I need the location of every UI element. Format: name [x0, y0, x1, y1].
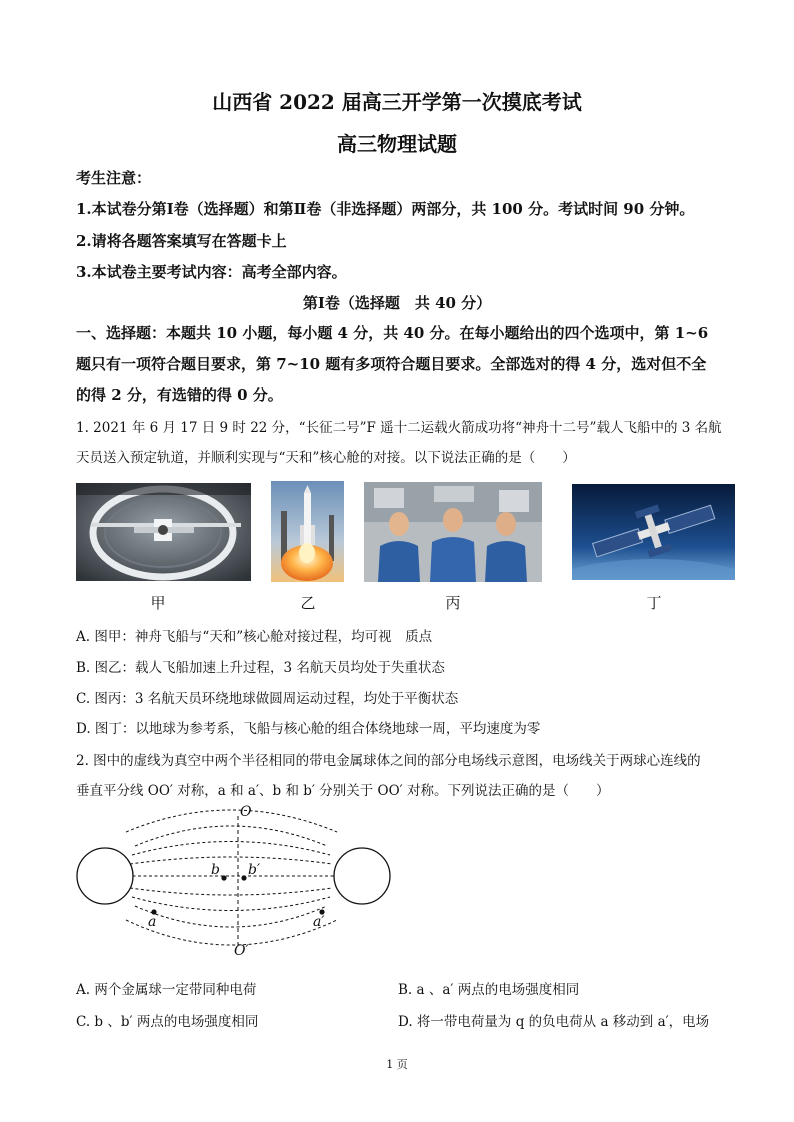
- q2-electric-field-diagram: [72, 802, 397, 967]
- q1-image-ding-space-station: [572, 484, 735, 580]
- section-instruction-line-3: 的得 2 分，有选错的得 0 分。: [76, 386, 283, 404]
- q2-stem-line-1: 2. 图中的虚线为真空中两个半径相同的带电金属球体之间的部分电场线示意图，电场线关于两球心连线的: [76, 753, 701, 769]
- q1-option-d: D. 图丁：以地球为参考系，飞船与核心舱的组合体绕地球一周，平均速度为零: [76, 721, 541, 737]
- caption-bing: 丙: [445, 594, 461, 612]
- caption-yi: 乙: [300, 594, 316, 612]
- section-instruction-line-1: 一、选择题：本题共 10 小题，每小题 4 分，共 40 分。在每小题给出的四个选项中，第 1~6: [76, 324, 709, 342]
- label-o-prime: O′: [234, 943, 249, 959]
- q1-option-b: B. 图乙：载人飞船加速上升过程，3 名航天员均处于失重状态: [76, 660, 445, 676]
- caption-jia: 甲: [150, 594, 166, 612]
- q1-option-c: C. 图丙：3 名航天员环绕地球做圆周运动过程，均处于平衡状态: [76, 691, 459, 707]
- q1-image-yi-rocket-launch: [271, 481, 344, 582]
- label-a: a: [148, 914, 157, 930]
- section-title: 第Ⅰ卷（选择题 共 40 分）: [302, 294, 492, 312]
- notice-heading: 考生注意：: [76, 169, 152, 187]
- q1-image-bing-astronauts: [364, 482, 542, 582]
- right-sphere: [334, 848, 390, 904]
- notice-item-3: 3.本试卷主要考试内容：高考全部内容。: [76, 263, 347, 281]
- point-b: [221, 875, 226, 880]
- q1-stem-line-2: 天员送入预定轨道，并顺利实现与“天和”核心舱的对接。以下说法正确的是（ ）: [76, 450, 576, 466]
- q1-stem-line-1: 1. 2021 年 6 月 17 日 9 时 22 分，“长征二号”F 遥十二运载火箭成功将“神舟十二号”载人飞船中的 3 名航: [76, 420, 722, 436]
- exam-title: 山西省 2022 届高三开学第一次摸底考试: [212, 90, 582, 114]
- field-lines: [126, 810, 337, 945]
- left-sphere: [77, 848, 133, 904]
- label-b-prime: b′: [248, 862, 261, 878]
- q1-image-jia-docking: [76, 483, 251, 581]
- q2-stem-line-2: 垂直平分线 OO′ 对称，a 和 a′、b 和 b′ 分别关于 OO′ 对称。下列说法正确的是（ ）: [76, 783, 610, 799]
- q2-option-a: A. 两个金属球一定带同种电荷: [76, 982, 257, 998]
- point-b-prime: [241, 875, 246, 880]
- q1-option-a: A. 图甲：神舟飞船与“天和”核心舱对接过程，均可视 质点: [76, 629, 433, 645]
- notice-item-2: 2.请将各题答案填写在答题卡上: [76, 232, 287, 250]
- label-o: O: [240, 804, 252, 820]
- section-instruction-line-2: 题只有一项符合题目要求，第 7~10 题有多项符合题目要求。全部选对的得 4 分，选对但不全: [76, 355, 707, 373]
- page-number: 1 页: [386, 1058, 408, 1071]
- q2-option-d: D. 将一带电荷量为 q 的负电荷从 a 移动到 a′，电场: [398, 1014, 710, 1030]
- notice-item-1: 1.本试卷分第Ⅰ卷（选择题）和第Ⅱ卷（非选择题）两部分，共 100 分。考试时间 90 分钟。: [76, 200, 695, 218]
- caption-ding: 丁: [646, 594, 662, 612]
- label-a-prime: a′: [313, 914, 325, 930]
- q2-option-b: B. a 、a′ 两点的电场强度相同: [398, 982, 580, 998]
- exam-subtitle: 高三物理试题: [337, 132, 457, 156]
- label-b: b: [211, 862, 220, 878]
- q2-option-c: C. b 、b′ 两点的电场强度相同: [76, 1014, 259, 1030]
